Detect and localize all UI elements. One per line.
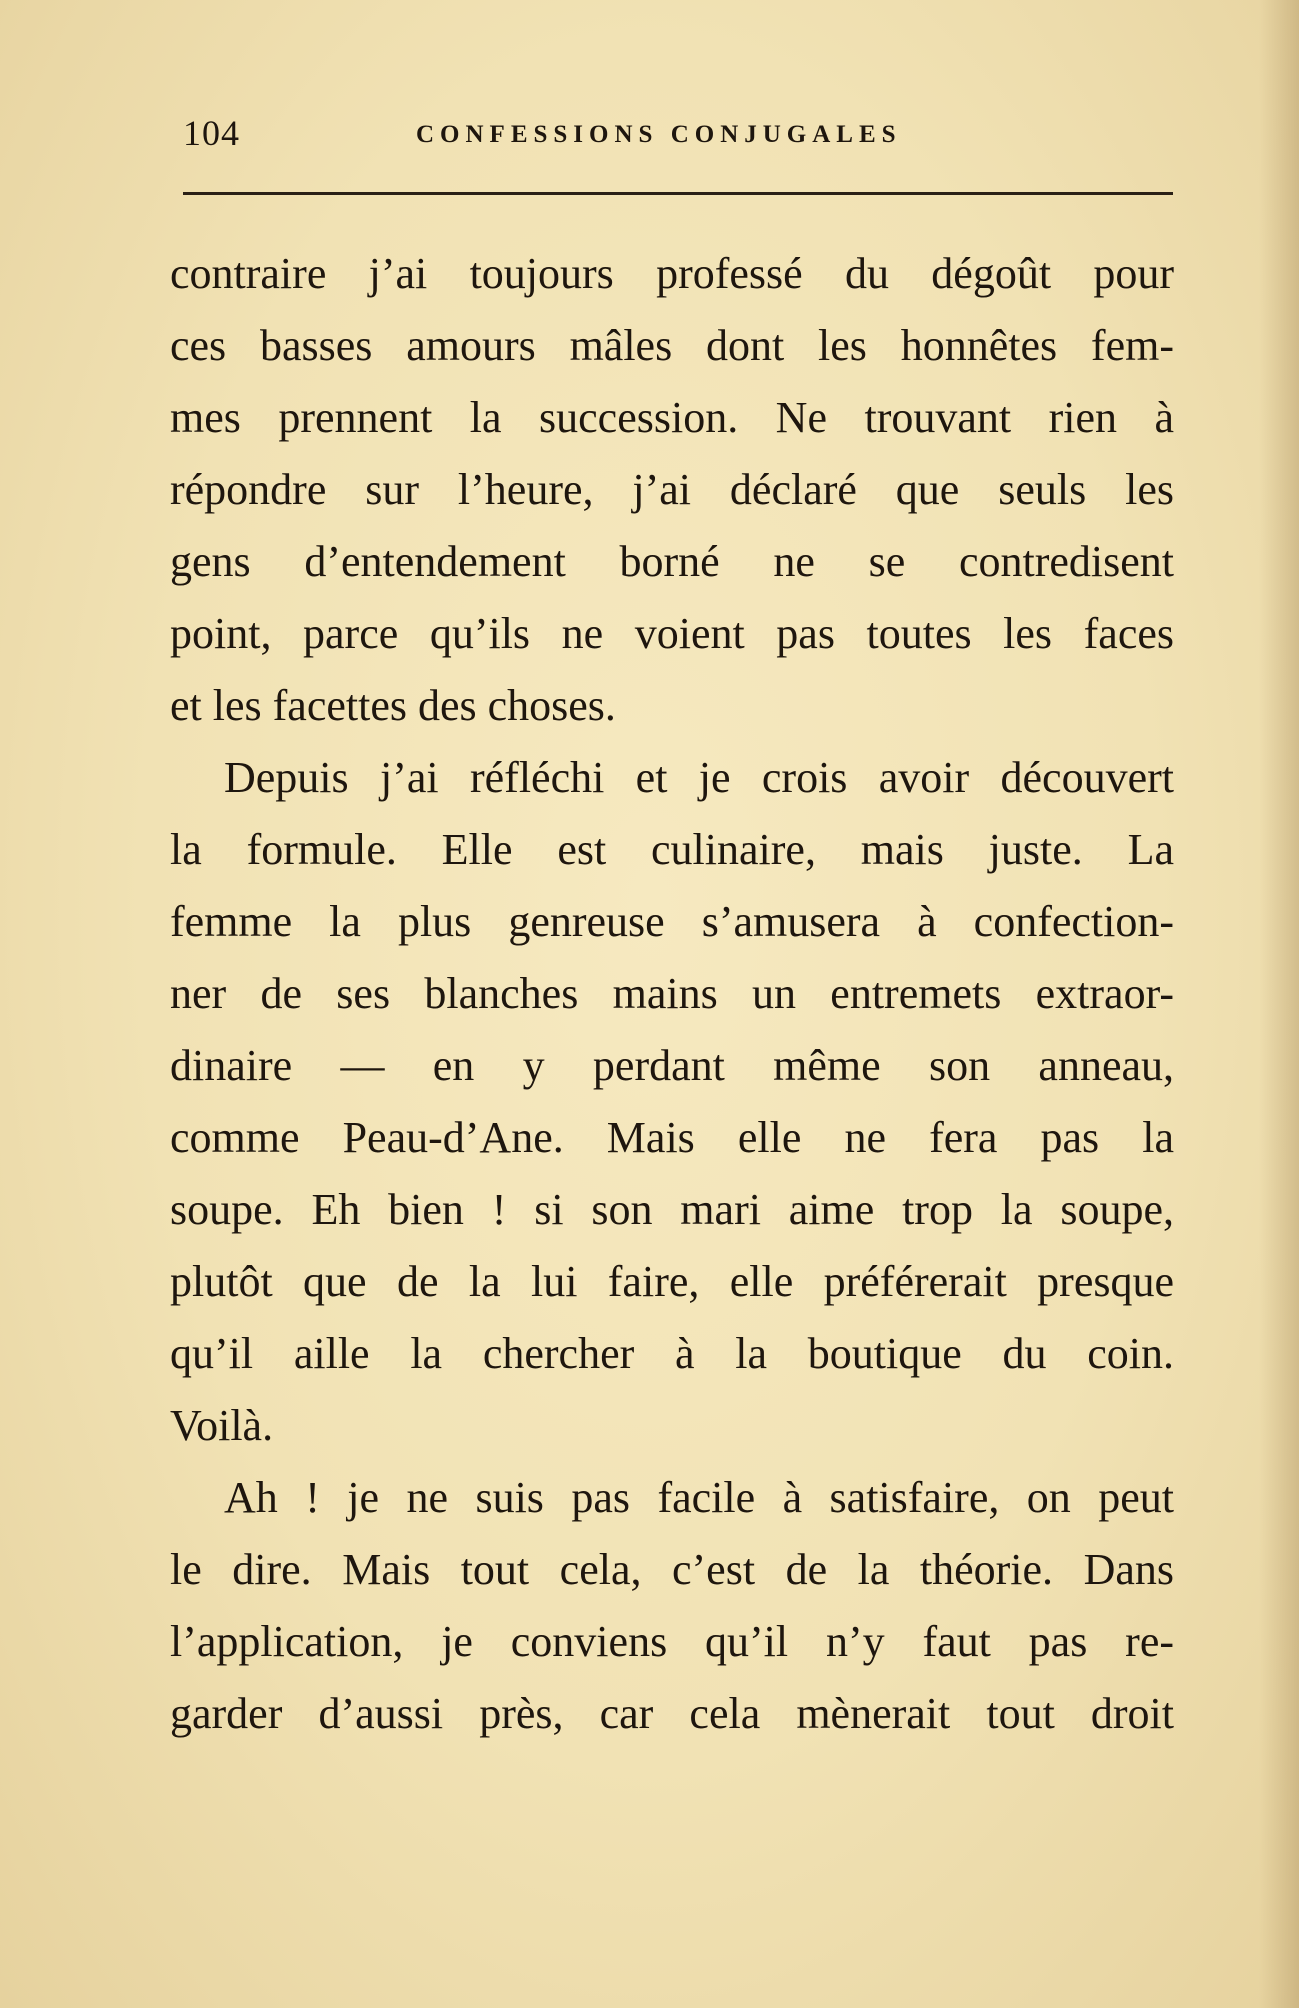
text-line: répondre sur l’heure, j’ai déclaré que seuls les	[170, 465, 1174, 514]
text-line: Voilà.	[170, 1401, 274, 1450]
text-line: Depuis j’ai réfléchi et je crois avoir découvert	[224, 753, 1174, 802]
text-line: ces basses amours mâles dont les honnêtes fem-	[170, 321, 1174, 370]
text-line: et les facettes des choses.	[170, 681, 616, 730]
header-rule	[183, 192, 1173, 195]
text-line: dinaire — en y perdant même son anneau,	[170, 1041, 1174, 1090]
text-line: ner de ses blanches mains un entremets extraor-	[170, 969, 1174, 1018]
text-line: Ah ! je ne suis pas facile à satisfaire, on peut	[224, 1473, 1174, 1522]
text-line: gens d’entendement borné ne se contredisent	[170, 537, 1174, 586]
text-line: garder d’aussi près, car cela mènerait tout droit	[170, 1689, 1174, 1738]
text-line: la formule. Elle est culinaire, mais juste. La	[170, 825, 1174, 874]
text-line: femme la plus genreuse s’amusera à confection-	[170, 897, 1174, 946]
page-edge-shadow	[1259, 0, 1299, 2008]
running-title: CONFESSIONS CONJUGALES	[416, 121, 902, 148]
text-line: l’application, je conviens qu’il n’y faut pas re-	[170, 1617, 1174, 1666]
text-line: mes prennent la succession. Ne trouvant rien à	[170, 393, 1174, 442]
page-number: 104	[183, 113, 240, 153]
text-line: le dire. Mais tout cela, c’est de la théorie. Dans	[170, 1545, 1174, 1594]
text-line: soupe. Eh bien ! si son mari aime trop la soupe,	[170, 1185, 1174, 1234]
text-line: comme Peau-d’Ane. Mais elle ne fera pas la	[170, 1113, 1174, 1162]
text-line: contraire j’ai toujours professé du dégoût pour	[170, 249, 1174, 298]
text-line: qu’il aille la chercher à la boutique du coin.	[170, 1329, 1174, 1378]
page-header	[183, 108, 1173, 158]
text-line: plutôt que de la lui faire, elle préférerait presque	[170, 1257, 1174, 1306]
body-text	[170, 238, 1174, 1750]
text-line: point, parce qu’ils ne voient pas toutes les faces	[170, 609, 1174, 658]
